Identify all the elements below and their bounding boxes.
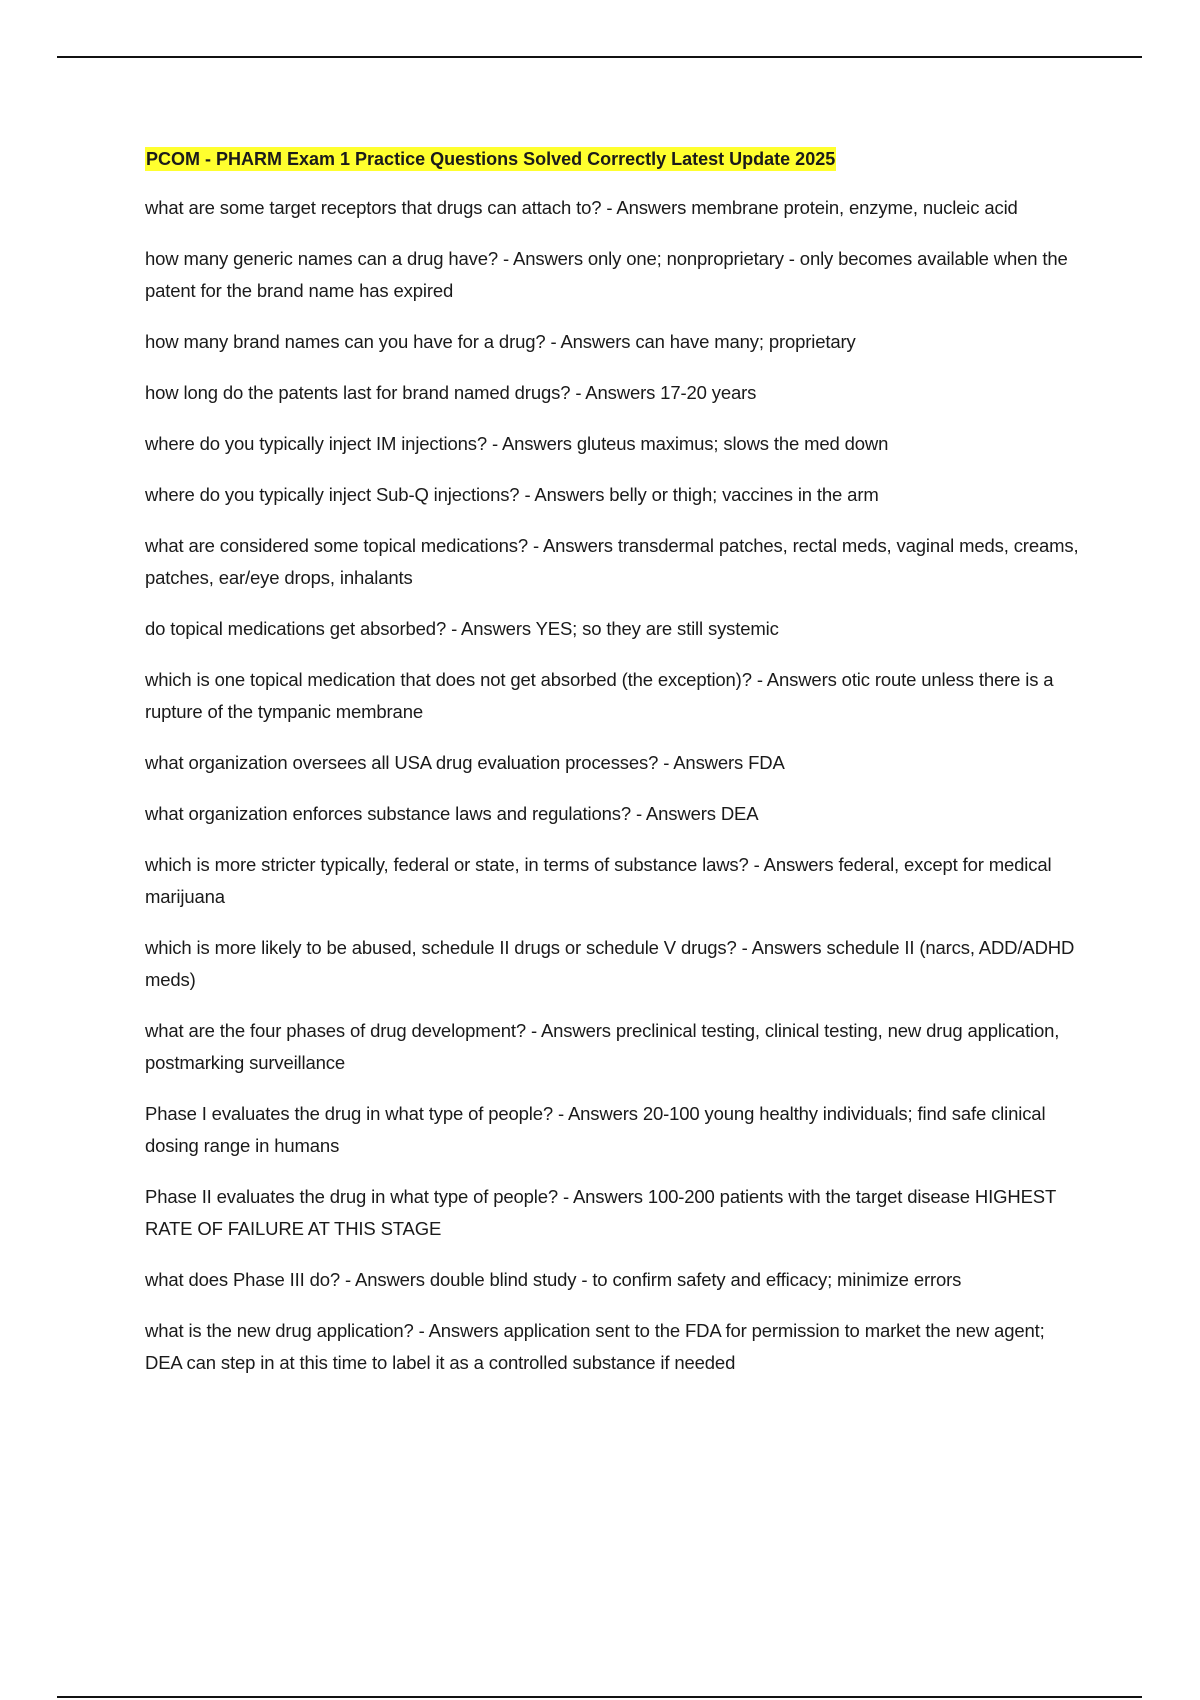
qa-item: what organization oversees all USA drug evaluation processes? - Answers FDA bbox=[145, 752, 785, 773]
qa-list bbox=[145, 192, 1085, 1379]
qa-item: which is one topical medication that does not get absorbed (the exception)? - Answers otic route unless there is a rupture of the tympanic membrane bbox=[145, 669, 1054, 722]
top-divider bbox=[57, 56, 1142, 58]
qa-item: where do you typically inject IM injections? - Answers gluteus maximus; slows the med down bbox=[145, 433, 889, 454]
qa-item: how long do the patents last for brand named drugs? - Answers 17-20 years bbox=[145, 382, 757, 403]
qa-item: what is the new drug application? - Answers application sent to the FDA for permission to market the new agent; DEA can step in at this time to label it as a controlled substance if needed bbox=[145, 1320, 1045, 1373]
qa-item: what are considered some topical medications? - Answers transdermal patches, rectal meds, vaginal meds, creams, patches, ear/eye drops, inhalants bbox=[145, 535, 1079, 588]
document-title bbox=[145, 143, 1085, 175]
qa-item: what are the four phases of drug development? - Answers preclinical testing, clinical testing, new drug application, postmarking surveillance bbox=[145, 1020, 1060, 1073]
qa-item: what organization enforces substance laws and regulations? - Answers DEA bbox=[145, 803, 759, 824]
qa-item: Phase II evaluates the drug in what type of people? - Answers 100-200 patients with the target disease HIGHEST RATE OF FAILURE AT THIS STAGE bbox=[145, 1186, 1056, 1239]
qa-item: which is more stricter typically, federal or state, in terms of substance laws? - Answers federal, except for medical marijuana bbox=[145, 854, 1052, 907]
qa-item: how many generic names can a drug have? - Answers only one; nonproprietary - only becomes available when the patent for the brand name has expired bbox=[145, 248, 1068, 301]
bottom-divider bbox=[57, 1696, 1142, 1698]
qa-item: which is more likely to be abused, schedule II drugs or schedule V drugs? - Answers schedule II (narcs, ADD/ADHD meds) bbox=[145, 937, 1075, 990]
title-highlight: PCOM - PHARM Exam 1 Practice Questions Solved Correctly Latest Update 2025 bbox=[146, 149, 836, 169]
qa-item: where do you typically inject Sub-Q injections? - Answers belly or thigh; vaccines in the arm bbox=[145, 484, 879, 505]
qa-item: how many brand names can you have for a drug? - Answers can have many; proprietary bbox=[145, 331, 856, 352]
qa-item: what are some target receptors that drugs can attach to? - Answers membrane protein, enzyme, nucleic acid bbox=[145, 197, 1018, 218]
qa-item: Phase I evaluates the drug in what type of people? - Answers 20-100 young healthy individuals; find safe clinical dosing range in humans bbox=[145, 1103, 1046, 1156]
qa-item: what does Phase III do? - Answers double blind study - to confirm safety and efficacy; minimize errors bbox=[145, 1269, 962, 1290]
document-body bbox=[145, 143, 1085, 1398]
qa-item: do topical medications get absorbed? - Answers YES; so they are still systemic bbox=[145, 618, 779, 639]
